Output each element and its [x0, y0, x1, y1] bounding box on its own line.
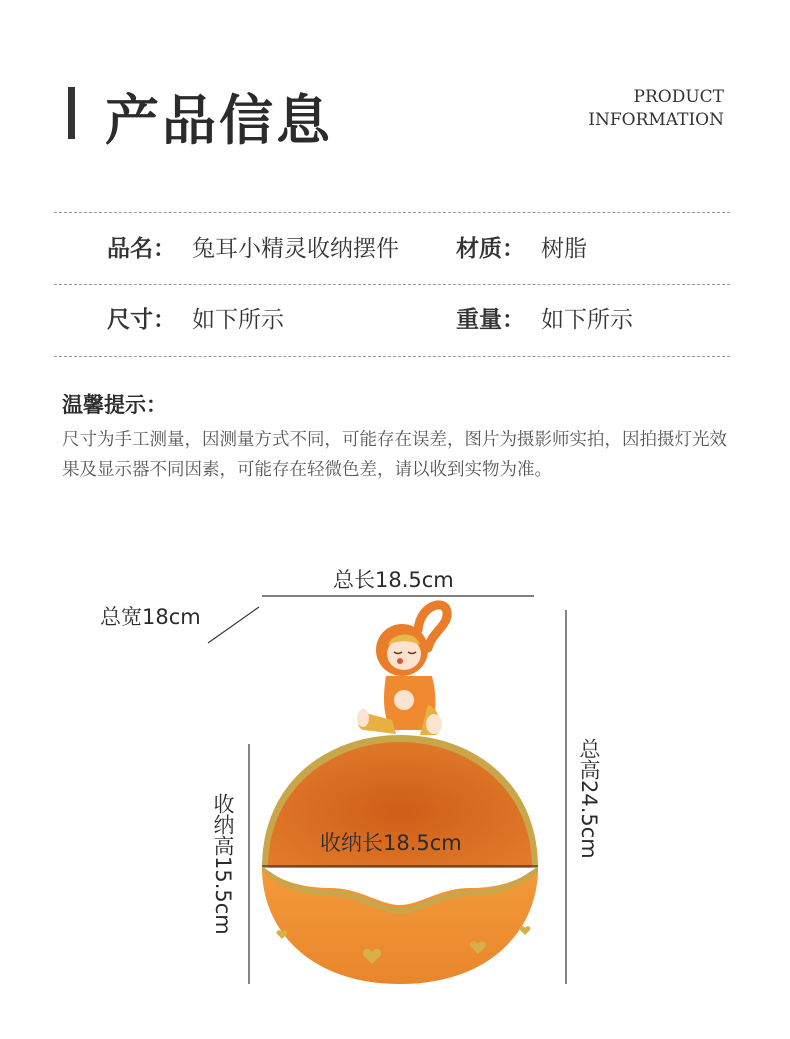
size-value: 如下所示 [192, 307, 284, 333]
weight-value: 如下所示 [541, 307, 633, 333]
weight-label: 重量： [456, 307, 525, 333]
tips-body: 尺寸为手工测量，因测量方式不同，可能存在误差，图片为摄影师实拍，因拍摄灯光效果及显示器不同因素，可能存在轻微色差，请以收到实物为准。 [62, 430, 727, 480]
title-en-line1: PRODUCT [633, 87, 724, 107]
total-length-label: 总长18.5cm [333, 568, 454, 592]
page-title: 产品信息 [105, 89, 333, 152]
name-label: 品名： [107, 236, 176, 262]
storage-length-label: 收纳长18.5cm [320, 831, 462, 855]
size-label: 尺寸： [107, 307, 176, 333]
title-en-line2: INFORMATION [588, 110, 724, 130]
material-label: 材质： [456, 236, 525, 262]
bunny-figure [357, 605, 447, 735]
total-height-label: 总高24.5cm [577, 738, 601, 859]
material-value: 树脂 [541, 236, 587, 262]
total-width-line [208, 607, 259, 643]
heart-decor [520, 926, 531, 935]
bowl-body [262, 868, 538, 984]
name-value: 兔耳小精灵收纳摆件 [192, 236, 399, 262]
total-width-label: 总宽18cm [100, 605, 201, 629]
tips-title: 温馨提示： [62, 393, 167, 417]
storage-height-label: 收纳高15.5cm [211, 793, 235, 935]
